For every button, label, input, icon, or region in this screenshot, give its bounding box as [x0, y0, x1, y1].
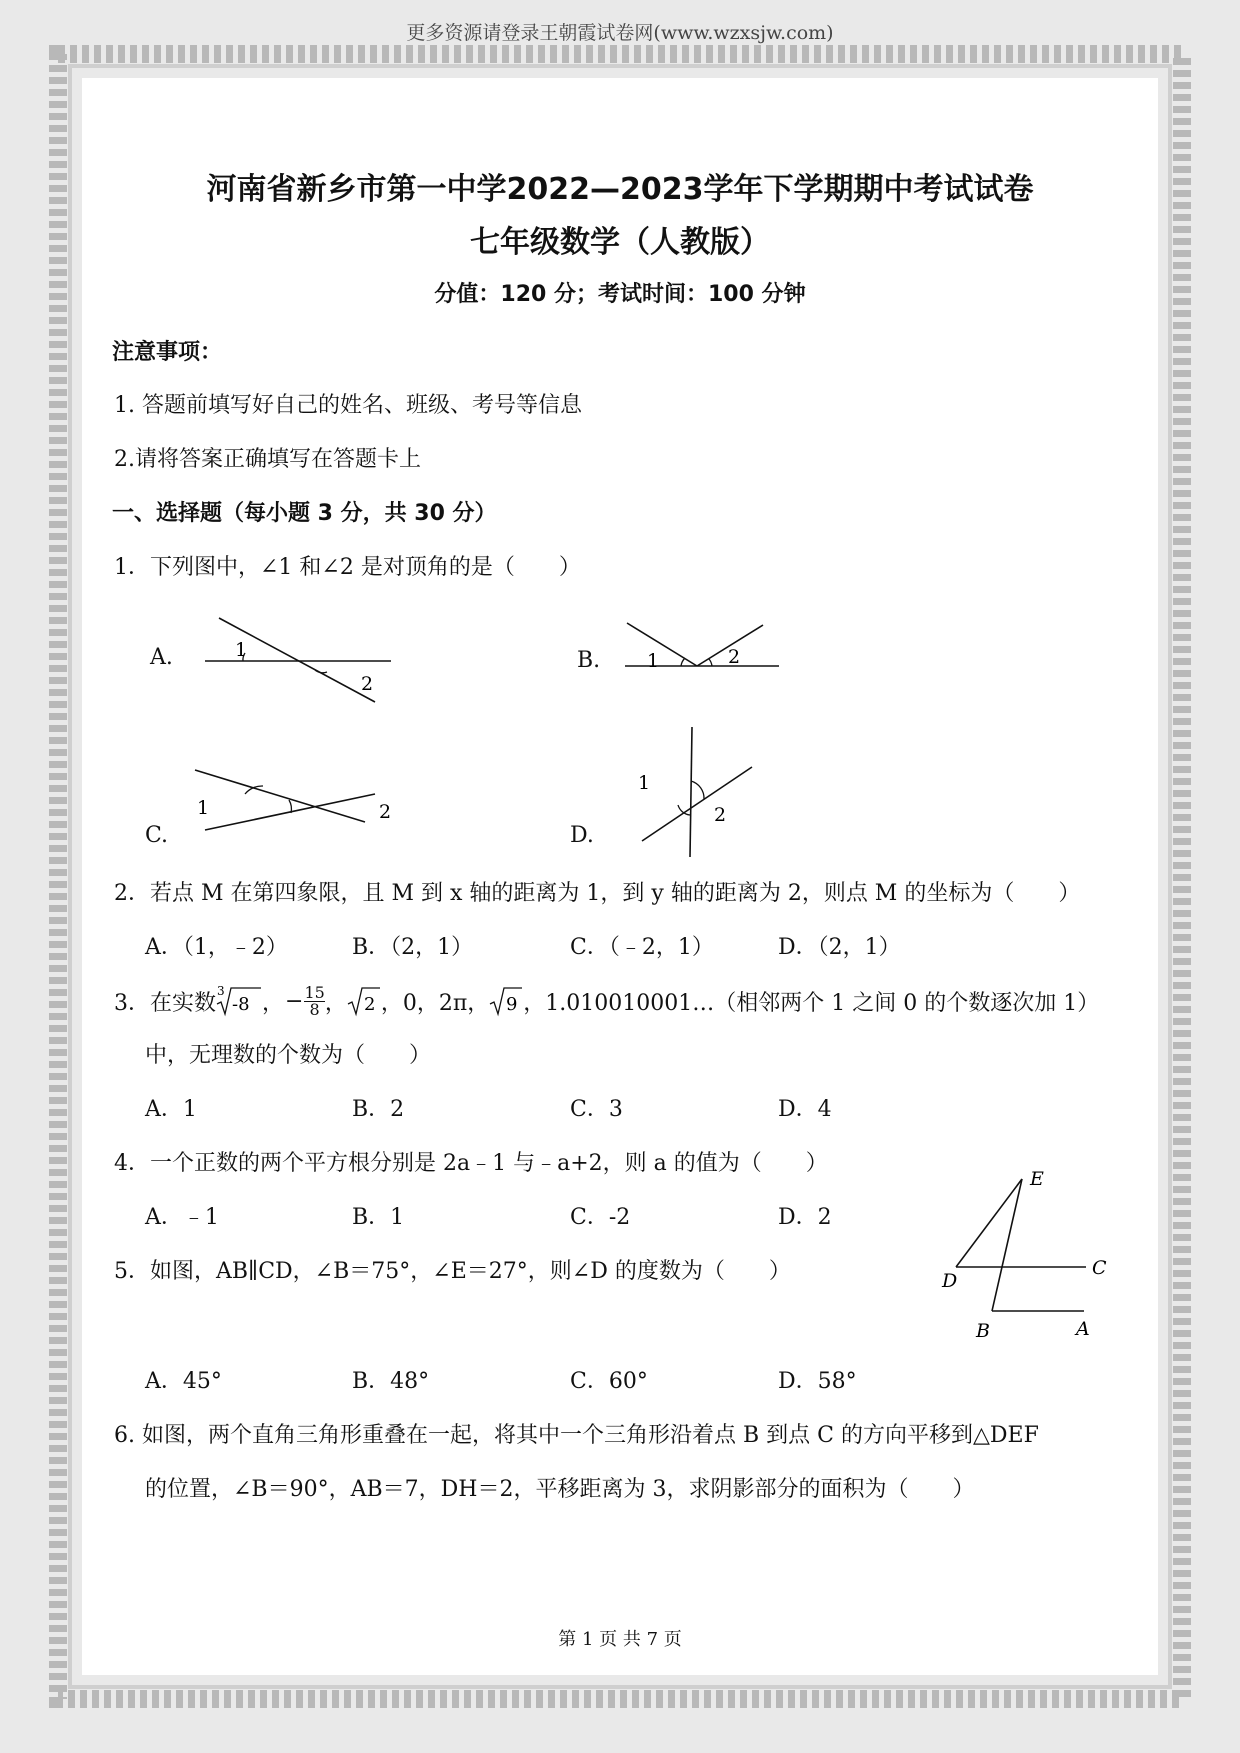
svg-text:D: D: [942, 1270, 958, 1292]
q3-sqrt-9: [489, 984, 523, 1018]
q4-option-b: B．1: [352, 1205, 405, 1230]
svg-text:B: B: [976, 1320, 990, 1342]
notice-item-1: 1. 答题前填写好自己的姓名、班级、考号等信息: [114, 393, 582, 418]
svg-text:1: 1: [647, 650, 660, 672]
svg-text:2: 2: [714, 804, 727, 826]
q5-option-c: C．60°: [570, 1369, 648, 1394]
q4-option-d: D．2: [778, 1205, 832, 1230]
q4-option-a: A．﹣1: [145, 1205, 219, 1230]
q2-option-b: B．（2，1）: [352, 935, 474, 960]
q1-label-a: A.: [150, 645, 173, 670]
exam-title: 河南省新乡市第一中学2022—2023学年下学期期中考试试卷: [206, 172, 1034, 207]
q4-stem: 4．一个正数的两个平方根分别是 2a﹣1 与﹣a+2，则 a 的值为（ ）: [114, 1151, 828, 1176]
svg-text:9: 9: [506, 994, 518, 1015]
svg-text:1: 1: [638, 772, 651, 794]
q1-label-d: D.: [570, 823, 594, 848]
q5-option-b: B．48°: [352, 1369, 430, 1394]
q1-label-c: C.: [145, 823, 169, 848]
q5-option-a: A．45°: [145, 1369, 222, 1394]
q3-lead: 3．在实数: [114, 990, 216, 1016]
q3-cube-root-neg8: [216, 984, 262, 1018]
svg-text:1: 1: [197, 797, 210, 819]
q1-figure-a: [195, 610, 405, 710]
watermark-text: 更多资源请登录王朝霞试卷网(www.wzxsjw.com): [406, 22, 834, 44]
svg-text:2: 2: [363, 994, 376, 1015]
q1-figure-c: [185, 760, 405, 850]
q1-label-b: B.: [577, 648, 601, 673]
q5-stem: 5．如图，AB∥CD，∠B＝75°，∠E＝27°，则∠D 的度数为（ ）: [114, 1259, 791, 1284]
svg-text:1: 1: [235, 639, 248, 661]
svg-text:E: E: [1030, 1168, 1044, 1190]
q2-stem: 2．若点 M 在第四象限，且 M 到 x 轴的距离为 1，到 y 轴的距离为 2，则点 M 的坐标为（ ）: [114, 881, 1081, 906]
q3-stem: 3．在实数 3 -8 ， − 15 8 ， 2 ，0，2π， 9 ，1.010010001…（相邻两个 1 之间 0 的个数逐次加 1）: [114, 982, 1100, 1019]
q3-option-b: B．2: [352, 1097, 405, 1122]
svg-text:-8: -8: [232, 994, 250, 1015]
notice-heading: 注意事项：: [112, 340, 223, 365]
svg-text:2: 2: [379, 801, 392, 823]
section-heading: 一、选择题（每小题 3 分，共 30 分）: [112, 501, 497, 526]
q2-option-a: A．（1，﹣2）: [145, 935, 288, 960]
notice-item-2: 2.请将答案正确填写在答题卡上: [114, 447, 421, 472]
q3-option-d: D．4: [778, 1097, 832, 1122]
q6-stem: 6. 如图，两个直角三角形重叠在一起，将其中一个三角形沿着点 B 到点 C 的方向平移到△DEF: [114, 1423, 1039, 1448]
q4-option-c: C．-2: [570, 1205, 631, 1230]
q5-figure: [930, 1165, 1120, 1345]
q6-stem-line2: 的位置，∠B＝90°，AB＝7，DH＝2，平移距离为 3，求阴影部分的面积为（ ）: [145, 1477, 975, 1502]
page-number: 第 1 页 共 7 页: [558, 1629, 682, 1650]
svg-text:A: A: [1076, 1318, 1090, 1340]
q5-option-d: D．58°: [778, 1369, 857, 1394]
q3-sqrt-2: [347, 984, 381, 1018]
q3-stem-line2: 中，无理数的个数为（ ）: [145, 1043, 432, 1068]
q3-option-a: A．1: [145, 1097, 197, 1122]
q2-option-d: D．（2，1）: [778, 935, 901, 960]
q1-stem: 1．下列图中，∠1 和∠2 是对顶角的是（ ）: [114, 555, 581, 580]
q3-fraction: 15 8: [304, 982, 325, 1019]
exam-subtitle: 七年级数学（人教版）: [470, 225, 770, 260]
q1-figure-b: [615, 615, 790, 675]
q3-tail: ，1.010010001…（相邻两个 1 之间 0 的个数逐次加 1）: [523, 990, 1100, 1016]
svg-text:3: 3: [217, 984, 225, 998]
q2-option-c: C．（﹣2，1）: [570, 935, 714, 960]
exam-meta: 分值：120 分；考试时间：100 分钟: [434, 282, 806, 307]
q1-figure-d: [630, 725, 770, 860]
svg-text:2: 2: [361, 673, 374, 695]
svg-text:2: 2: [728, 646, 741, 668]
svg-text:C: C: [1092, 1257, 1107, 1279]
q3-option-c: C．3: [570, 1097, 623, 1122]
